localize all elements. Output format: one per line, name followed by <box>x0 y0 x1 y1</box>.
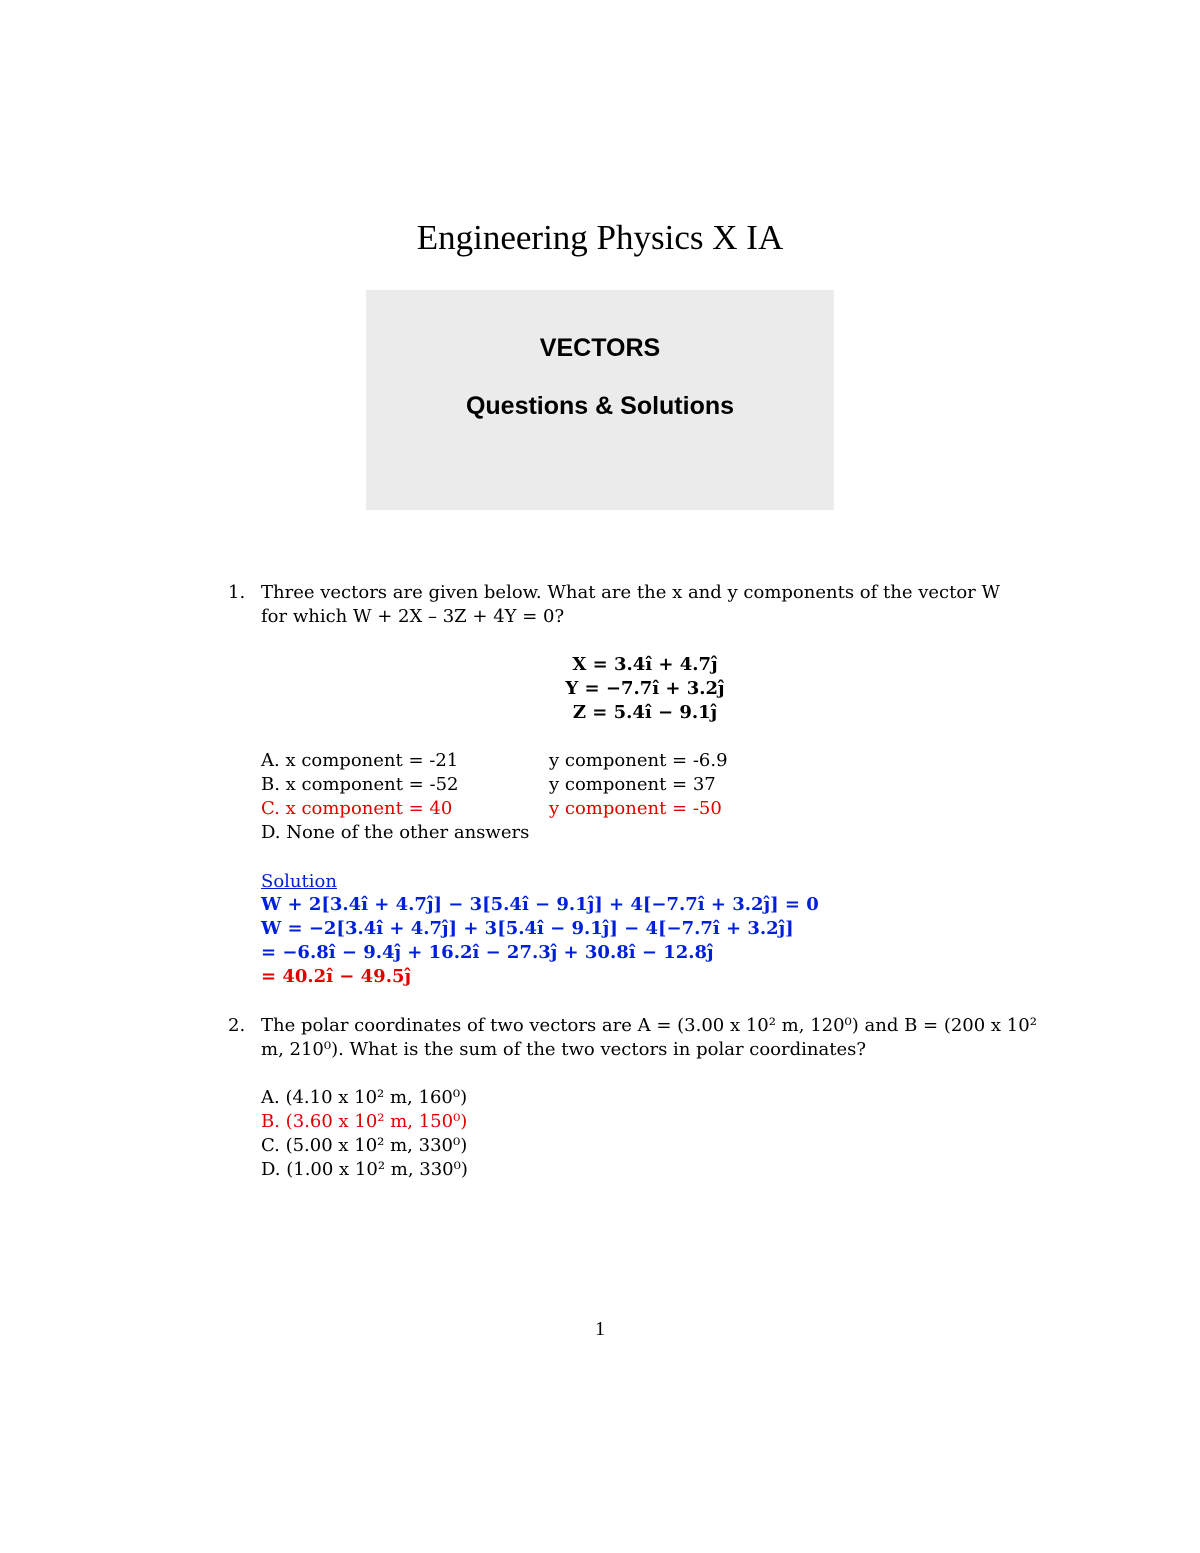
solution-label: Solution <box>261 871 337 892</box>
question-text-line-2: m, 210⁰). What is the sum of the two vectors in polar coordinates? <box>261 1039 867 1060</box>
option-d: D. (1.00 x 10² m, 330⁰) <box>261 1159 468 1180</box>
cover-subheading: Questions & Solutions <box>465 392 735 420</box>
option-d: D. None of the other answers <box>261 822 530 843</box>
page-title: Engineering Physics X IA <box>416 218 784 257</box>
question-text-line-1: The polar coordinates of two vectors are A = (3.00 x 10² m, 120⁰) and B = (200 x 10² <box>261 1015 1037 1036</box>
option-c: C. (5.00 x 10² m, 330⁰) <box>261 1135 468 1156</box>
option-a-x: A. x component = -21 <box>261 750 459 771</box>
option-c-y-correct: y component = -50 <box>549 798 722 819</box>
option-a-y: y component = -6.9 <box>549 750 728 771</box>
solution-line-3: = −6.8î − 9.4ĵ + 16.2î − 27.3ĵ + 30.8î − 12.8ĵ <box>261 942 714 963</box>
option-b-y: y component = 37 <box>549 774 716 795</box>
page-number: 1 <box>595 1318 605 1340</box>
option-a: A. (4.10 x 10² m, 160⁰) <box>261 1087 468 1108</box>
equation-x: X = 3.4î + 4.7ĵ <box>572 654 718 675</box>
cover-box <box>366 290 834 510</box>
equation-z: Z = 5.4î − 9.1ĵ <box>572 702 718 723</box>
option-b-x: B. x component = -52 <box>261 774 459 795</box>
question-text-line-1: Three vectors are given below. What are the x and y components of the vector W <box>261 582 1000 603</box>
option-c-x-correct: C. x component = 40 <box>261 798 453 819</box>
question-text-line-2: for which W + 2X – 3Z + 4Y = 0? <box>261 606 565 627</box>
solution-line-2: W = −2[3.4î + 4.7ĵ] + 3[5.4î − 9.1ĵ] − 4[−7.7î + 3.2ĵ] <box>261 918 794 939</box>
solution-answer: = 40.2î − 49.5ĵ <box>261 966 411 987</box>
question-number: 2. <box>228 1015 246 1036</box>
equation-y: Y = −7.7î + 3.2ĵ <box>565 678 725 699</box>
option-b-correct: B. (3.60 x 10² m, 150⁰) <box>261 1111 468 1132</box>
cover-heading: VECTORS <box>539 334 661 362</box>
question-number: 1. <box>228 582 246 603</box>
solution-line-1: W + 2[3.4î + 4.7ĵ] − 3[5.4î − 9.1ĵ] + 4[−7.7î + 3.2ĵ] = 0 <box>261 894 819 915</box>
